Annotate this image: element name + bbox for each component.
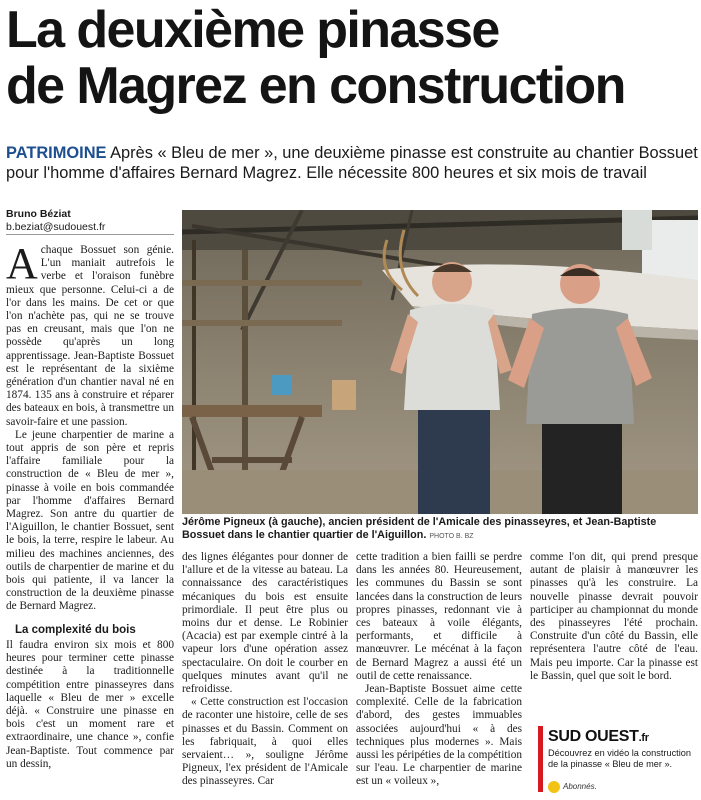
promo-accent-bar <box>538 726 543 792</box>
workshop-photo-illustration <box>182 210 698 514</box>
photo-credit: PHOTO B. BZ <box>429 533 474 540</box>
paragraph: cette tradition a bien failli se perdre dans les années 80. Heureusement, les communes du Bassin se sont lancées dans la construction de leurs propres pinasses, redonnant vie à ces bateaux à voile élégants, performants, et difficile à manœuvrer. Le mécénat à la façon de Bernard Magrez a aussi été un outil de cette renaissance. <box>356 551 522 682</box>
article-photo <box>182 210 698 514</box>
column-2 <box>182 551 348 789</box>
byline-divider <box>6 234 174 235</box>
paragraph: comme l'on dit, qui prend presque autant de plaisir à manœuvrer les pinasses qu'à les construire. La nouvelle pinasse devrait pouvoir participer au championnat du monde des pinasseyres l'été prochain. Construite d'un côté du Bassin, elle représentera l'autre côté de l'eau. Mais peu importe. Car la pinasse est le Bassin, quel que soit le bord. <box>530 551 698 682</box>
column-3 <box>356 551 522 789</box>
paragraph-text: chaque Bossuet son génie. L'un maniait autrefois le verbe et l'oraison funèbre mieux que personne. Celui-ci a de l'or dans les mains. De cet or que l'on n'achète pas, qui ne se trouve pas en creusant, mais que l'on ne possède qu'après un long apprentissage. Jean-Baptiste Bossuet est le représentant de la sixième génération d'un chantier naval né en 1874. 135 ans à construire et réparer des bateaux en bois, à transmettre un savoir-faire et une passion. <box>6 244 174 428</box>
standfirst-text: Après « Bleu de mer », une deuxième pinasse est construite au chantier Bossuet pour l'homme d'affaires Bernard Magrez. Elle nécessite 800 heures et six mois de travail <box>6 144 698 182</box>
paragraph: des lignes élégantes pour donner de l'allure et de la vitesse au bateau. La connaissance des caractéristiques mécaniques du bois est ensuite primordiale. Il peut être plus ou moins dur et dense. Le Robinier (Acacia) est par exemple cintré à la vapeur lors d'une opération assez spectaculaire. On doit le courber en quelques minutes avant qu'il ne refroidisse. <box>182 551 348 696</box>
promo-subscribers: Abonnés. <box>563 782 597 791</box>
paragraph: Jean-Baptiste Bossuet aime cette complexité. Celle de la fabrication d'abord, des gestes immuables associées aujourd'hui « à des techniques plus modernes ». Mais aussi les péripéties de la compétition sur l'eau. Le charpentier de marine est un « voileux », <box>356 683 522 788</box>
caption-text: Jérôme Pigneux (à gauche), ancien président de l'Amicale des pinasseyres, et Jean-Baptiste Bossuet dans le chantier quartier de l'Aiguillon. <box>182 516 657 541</box>
kicker: PATRIMOINE <box>6 144 107 162</box>
byline-author: Bruno Béziat <box>6 208 71 220</box>
dropcap: A <box>6 239 38 288</box>
paragraph <box>6 239 174 429</box>
logo-text: SUD OUEST <box>548 728 639 745</box>
paragraph: Le jeune charpentier de marine a tout appris de son père et repris l'affaire familiale pour la construction de « Bleu de mer », pinasse à voile en bois commandée par l'homme d'affaires Bernard Magrez. Son antre du quartier de l'Aiguillon, le chantier Bossuet, sent le bois, la terre, respire le labeur. Au milieu des machines anciennes, des outils de charpentier de marine et du bois qui patiente, il va lancer la construction de la deuxième pinasse de Bernard Magrez. <box>6 428 174 613</box>
paragraph: « Cette construction est l'occasion de raconter une histoire, celle de ses pinasses et du Bassin. Comment on les fabriquait, à quoi elles servaient… », souligne Jérôme Pigneux, l'ex président de l'Amicale des pinasseyres. Car <box>182 696 348 788</box>
logo-suffix: .fr <box>638 732 649 744</box>
photo-caption <box>182 516 698 543</box>
paragraph: Il faudra environ six mois et 800 heures pour terminer cette pinasse destinée à la traditionnelle compétition entre pinasseyres dans laquelle « Bleu de mer » excelle déjà. « Construire une pinasse en bois c'est un moment rare et extraordinaire, une chance », confie Jean-Baptiste. Tout commence par un dessin, <box>6 638 174 770</box>
subscriber-coin-icon <box>548 781 560 793</box>
headline-line-2: de Magrez en construction <box>6 57 625 115</box>
byline-email[interactable]: b.beziat@sudouest.fr <box>6 221 106 233</box>
headline <box>6 2 698 114</box>
column-4 <box>530 551 698 683</box>
promo-text[interactable]: Découvrez en vidéo la construction de la pinasse « Bleu de mer ». <box>548 748 691 769</box>
standfirst <box>6 143 698 183</box>
column-1 <box>6 239 174 771</box>
headline-line-1: La deuxième pinasse <box>6 1 499 59</box>
subheading: La complexité du bois <box>15 623 136 636</box>
sudouest-logo <box>548 728 649 746</box>
sudouest-promo[interactable] <box>538 724 698 796</box>
